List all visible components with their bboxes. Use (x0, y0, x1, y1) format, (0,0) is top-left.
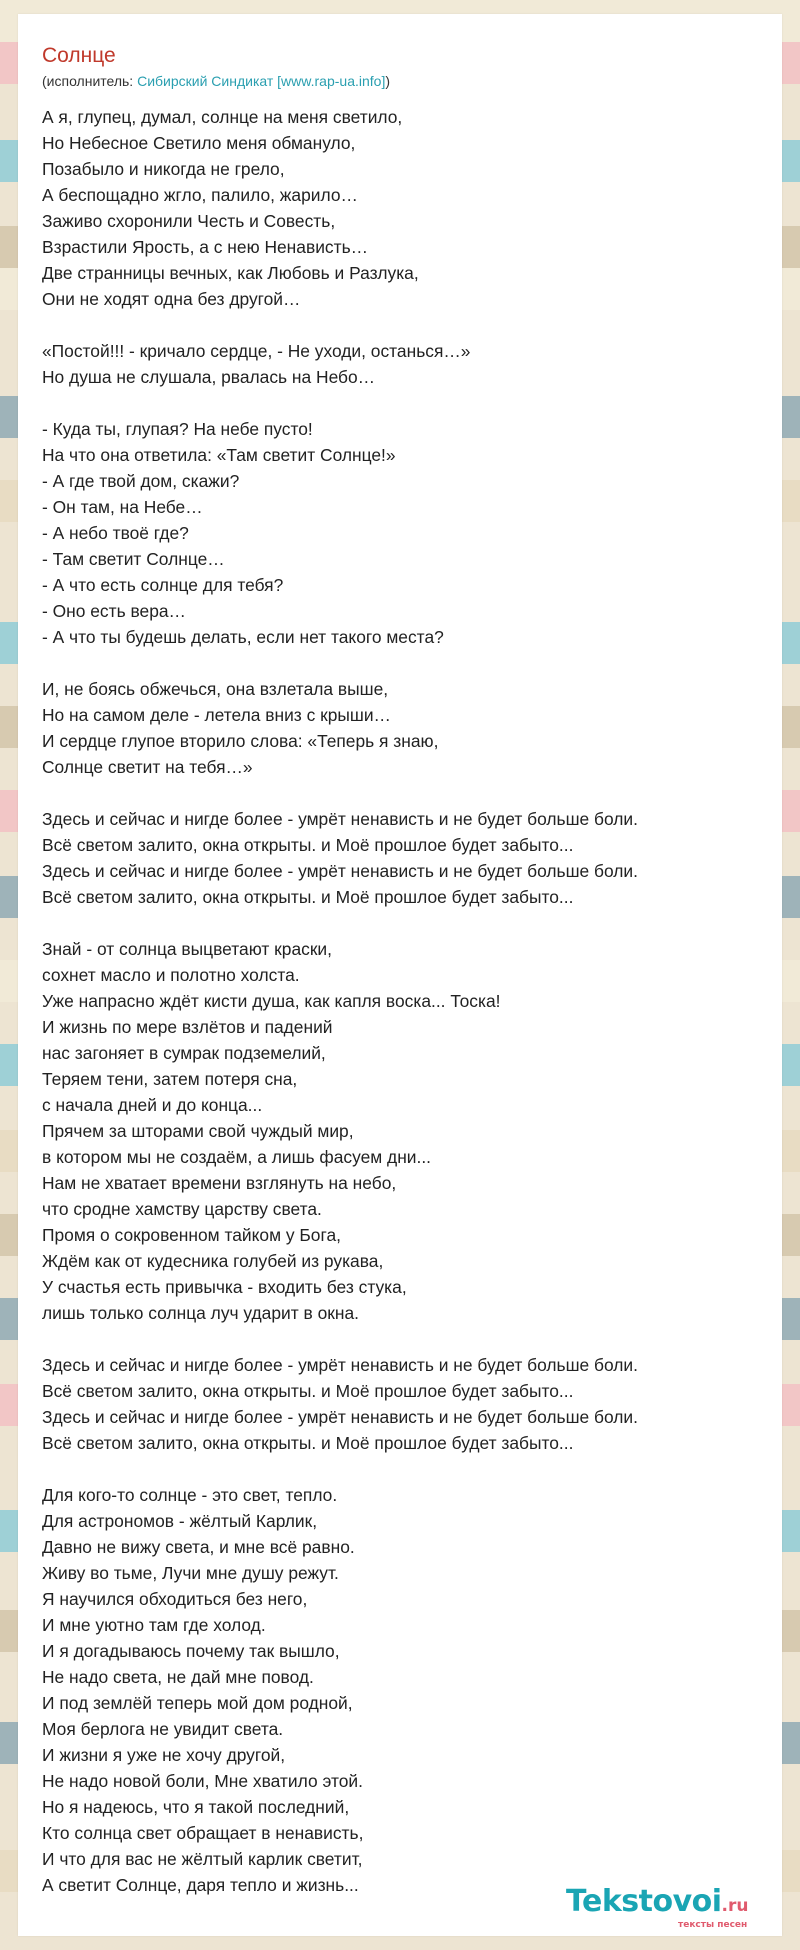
logo-name: Tekstovoi (566, 1884, 722, 1919)
song-title: Солнце (42, 44, 116, 67)
artist-link[interactable]: Сибирский Синдикат [www.rap-ua.info] (137, 73, 386, 89)
logo-tld: .ru (721, 1896, 749, 1916)
performer-line (42, 73, 390, 89)
logo-tagline: тексты песен (678, 1920, 748, 1930)
performer-prefix: (исполнитель: (42, 73, 138, 89)
site-logo[interactable] (566, 1884, 749, 1930)
performer-suffix: ) (385, 73, 390, 89)
lyrics-text: А я, глупец, думал, солнце на меня светило, Но Небесное Светило меня обмануло, Позабыло и никогда не грело, А беспощадно жгло, палило, жарило… Заживо схоронили Честь и Совесть, Взрастили Ярость, а с нею Ненависть… Две странницы вечных, как Любовь и Разлука, Они не ходят одна без другой… «Постой!!! - кричало сердце, - Не уходи, останься…» Но душа не слушала, рвалась на Небо… - Куда ты, глупая? На небе пусто! На что она ответила: «Там светит Солнце!» - А где твой дом, скажи? - Он там, на Небе… - А небо твоё где? - Там светит Солнце… - А что есть солнце для тебя? - Оно есть вера… - А что ты будешь делать, если нет такого места? И, не боясь обжечься, она взлетала выше, Но на самом деле - летела вниз с крыши… И сердце глупое вторило слова: «Теперь я знаю, Солнце светит на тебя…» Здесь и сейчас и нигде более - умрёт ненависть и не будет больше боли. Всё светом залито, окна открыты. и Моё прошлое будет забыто... Здесь и сейчас и нигде более - умрёт ненависть и не будет больше боли. Всё светом залито, окна открыты. и Моё прошлое будет забыто... Знай - от солнца выцветают краски, сохнет масло и полотно холста. Уже напрасно ждёт кисти душа, как капля воска... Тоска! И жизнь по мере взлётов и падений нас загоняет в сумрак подземелий, Теряем тени, затем потеря сна, с начала дней и до конца... Прячем за шторами свой чуждый мир, в котором мы не создаём, а лишь фасуем дни... Нам не хватает времени взглянуть на небо, что сродне хамству царству света. Промя о сокровенном тайком у Бога, Ждём как от кудесника голубей из рукава, У счастья есть привычка - входить без стука, лишь только солнца луч ударит в окна. Здесь и сейчас и нигде более - умрёт ненависть и не будет больше боли. Всё светом залито, окна открыты. и Моё прошлое будет забыто... Здесь и сейчас и нигде более - умрёт ненависть и не будет больше боли. Всё светом залито, окна открыты. и Моё прошлое будет забыто... Для кого-то солнце - это свет, тепло. Для астрономов - жёлтый Карлик, Давно не вижу света, и мне всё равно. Живу во тьме, Лучи мне душу режут. Я научился обходиться без него, И мне уютно там где холод. И я догадываюсь почему так вышло, Не надо света, не дай мне повод. И под землёй теперь мой дом родной, Моя берлога не увидит света. И жизни я уже не хочу другой, Не надо новой боли, Мне хватило этой. Но я надеюсь, что я такой последний, Кто солнца свет обращает в ненависть, И что для вас не жёлтый карлик светит, А светит Солнце, даря тепло и жизнь... (42, 107, 638, 1895)
